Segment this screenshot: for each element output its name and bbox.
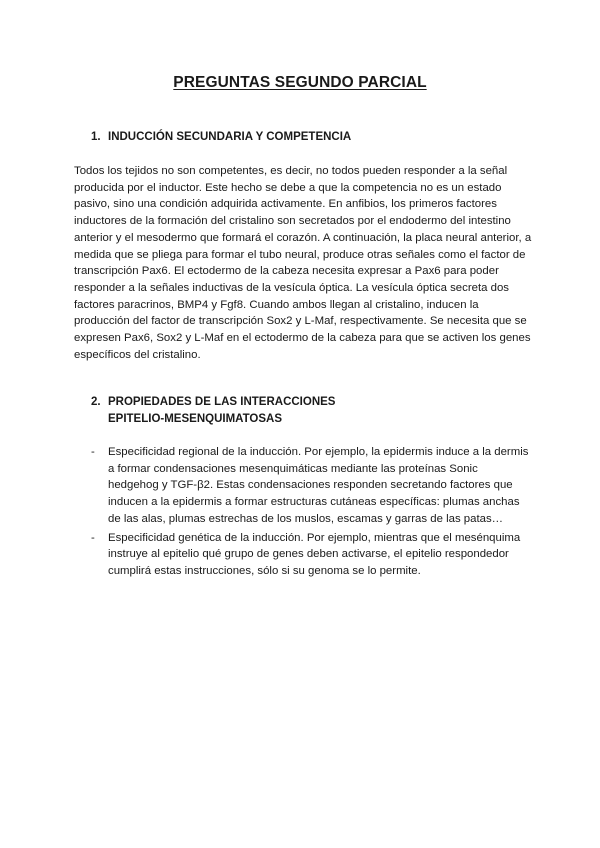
bullet-dash: - [91,446,95,458]
bullet-dash: - [91,531,95,544]
section-2-bullet-list [91,444,531,582]
section-1-number: 1. [91,131,101,143]
section-2-heading [91,394,335,428]
section-2-number: 2. [91,396,101,408]
section-1-heading [91,129,351,146]
section-2-heading-line1: PROPIEDADES DE LAS INTERACCIONES [108,396,336,408]
bullet-text: Especificidad genética de la inducción. Por ejemplo, mientras que el mesénquima instruye al epitelio qué grupo de genes deben activarse, el epitelio respondedor cumplirá estas instrucciones, sólo si su genoma se lo permite. [108,531,521,577]
section-1-paragraph: Todos los tejidos no son competentes, es decir, no todos pueden responder a la señal producida por el inductor. Este hecho se debe a que la competencia no es un estado pasivo, sino una condición adquirida activamente. En anfibios, los primeros factores inductores de la formación del cristalino son secretados por el endodermo del intestino anterior y el mesodermo que formará el corazón. A continuación, la placa neural anterior, a medida que se pliega para formar el tubo neural, produce otras señales como el factor de transcripción Pax6. El ectodermo de la cabeza necesita expresar a Pax6 para poder responder a la señales inductivas de la vesícula óptica. La vesícula óptica secreta dos factores paracrinos, BMP4 y Fgf8. Cuando ambos llegan al cristalino, inducen la producción del factor de transcripción Sox2 y L-Maf, respectivamente. Se necesita que se expresen Pax6, Sox2 y L-Maf en el ectodermo de la cabeza para que se activen los genes específicos del cristalino. [74,165,532,361]
list-item [91,530,531,580]
section-1-heading-text: INDUCCIÓN SECUNDARIA Y COMPETENCIA [108,131,352,143]
section-2-heading-line2: EPITELIO-MESENQUIMATOSAS [108,413,283,425]
bullet-text: Especificidad regional de la inducción. Por ejemplo, la epidermis induce a la dermis a formar condensaciones mesenquimáticas mediante las proteínas Sonic hedgehog y TGF-β2. Estas condensaciones responden secretando factores que inducen a la epidermis a formar estructuras cutáneas específicas: plumas anchas de las alas, plumas estrechas de los muslos, escamas y garras de las patas… [108,446,529,525]
list-item [91,444,531,528]
page-title: PREGUNTAS SEGUNDO PARCIAL [173,74,427,91]
